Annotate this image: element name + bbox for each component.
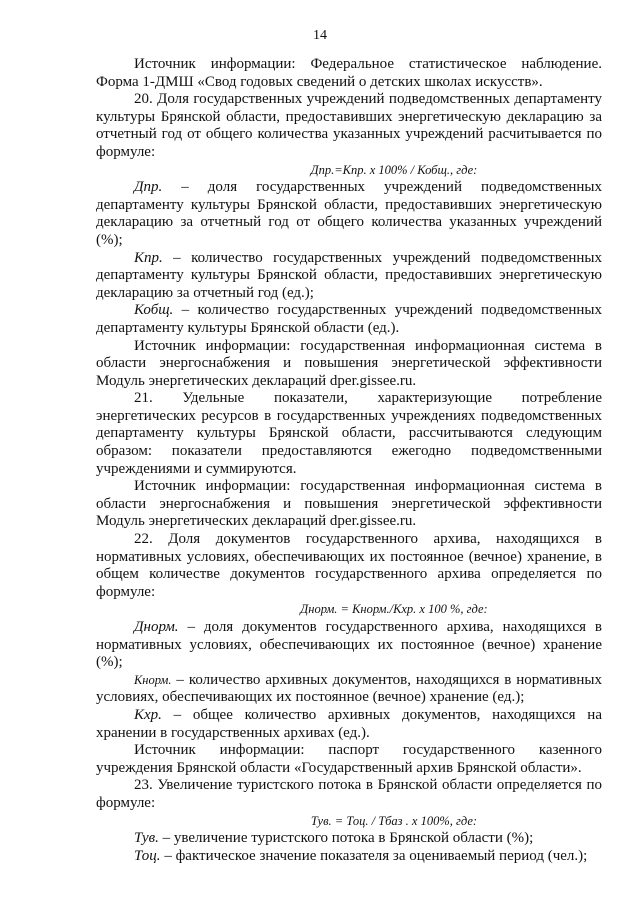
body-paragraph: Источник информации: государственная информационная система в области энергоснабжения и повышения энергетической эффективности Модуль энергетических деклараций dper.gissee.ru. — [96, 478, 602, 530]
definition-paragraph — [96, 250, 602, 303]
definition-text: – количество государственных учреждений подведомственных департаменту культуры Брянской области (ед.). — [96, 302, 602, 336]
formula: Тув. = Тоц. / Тбаз . х 100%, где: — [310, 813, 478, 828]
body-paragraph: 23. Увеличение туристского потока в Брянской области определяется по формуле: — [96, 777, 602, 811]
definition-paragraph — [96, 672, 602, 707]
body-paragraph: Источник информации: паспорт государственного казенного учреждения Брянской области «Государственный архив Брянской области». — [96, 742, 602, 776]
definition-text: – увеличение туристского потока в Брянской области (%); — [158, 830, 534, 847]
body-paragraph: Источник информации: государственная информационная система в области энергоснабжения и повышения энергетической эффективности Модуль энергетических деклараций dper.gissee.ru. — [96, 337, 602, 389]
definition-paragraph — [96, 302, 602, 337]
definition-term: Кобщ. — [134, 302, 174, 319]
definition-text: – доля государственных учреждений подведомственных департаменту культуры Брянской области, предоставивших энергетическую декларацию за отчетный год от общего количества указанных учреждений (%); — [96, 179, 602, 248]
definition-text: – доля документов государственного архива, находящихся в нормативных условиях, обеспечивающих их постоянное (вечное) хранение (%); — [96, 619, 602, 671]
definition-term: Дпр. — [134, 179, 163, 196]
definition-term: Днорм. — [134, 619, 179, 635]
definition-text: – количество архивных документов, находящихся в нормативных условиях, обеспечивающих их постоянное (вечное) хранение (ед.); — [96, 671, 602, 706]
document-body — [96, 56, 602, 865]
definition-term: Тув. — [134, 830, 159, 847]
definition-text: – общее количество архивных документов, находящихся на хранении в государственных архивах (ед.). — [96, 706, 602, 741]
definition-text: – количество государственных учреждений подведомственных департаменту культуры Брянской области, предоставивших энергетическую декларацию за отчетный год (ед.); — [96, 249, 602, 301]
page-number: 14 — [313, 28, 327, 43]
definition-term: Кхр. — [134, 706, 162, 723]
definition-term: Кнорм. — [134, 672, 172, 687]
definition-paragraph — [96, 619, 602, 672]
body-paragraph: 21. Удельные показатели, характеризующие потребление энергетических ресурсов в государственных учреждениях подведомственных департаменту культуры Брянской области, рассчитываются следующим образом: показатели предоставляются ежегодно подведомственными учреждениями и суммируются. — [96, 390, 602, 477]
definition-paragraph — [96, 179, 602, 249]
body-paragraph: 20. Доля государственных учреждений подведомственных департаменту культуры Брянской области, предоставивших энергетическую декларацию за отчетный год от общего количества указанных учреждений расчитывается по формуле: — [96, 91, 602, 160]
definition-paragraph — [96, 707, 602, 742]
body-paragraph: 22. Доля документов государственного архива, находящихся в нормативных условиях, обеспечивающих их постоянное (вечное) хранение, в общем количестве документов государственного архива определяется по формуле: — [96, 531, 602, 600]
definition-paragraph — [96, 848, 602, 866]
formula: Днорм. = Кнорм./Кхр. х 100 %, где: — [300, 602, 488, 617]
definition-paragraph — [96, 830, 602, 848]
definition-text: – фактическое значение показателя за оцениваемый период (чел.); — [160, 847, 588, 864]
body-paragraph: Источник информации: Федеральное статистическое наблюдение. Форма 1-ДМШ «Свод годовых сведений о детских школах искусств». — [96, 56, 602, 90]
definition-term: Тоц. — [134, 847, 161, 864]
formula: Дпр.=Кпр. х 100% / Кобщ., где: — [310, 162, 478, 177]
definition-term: Кпр. — [134, 249, 163, 266]
